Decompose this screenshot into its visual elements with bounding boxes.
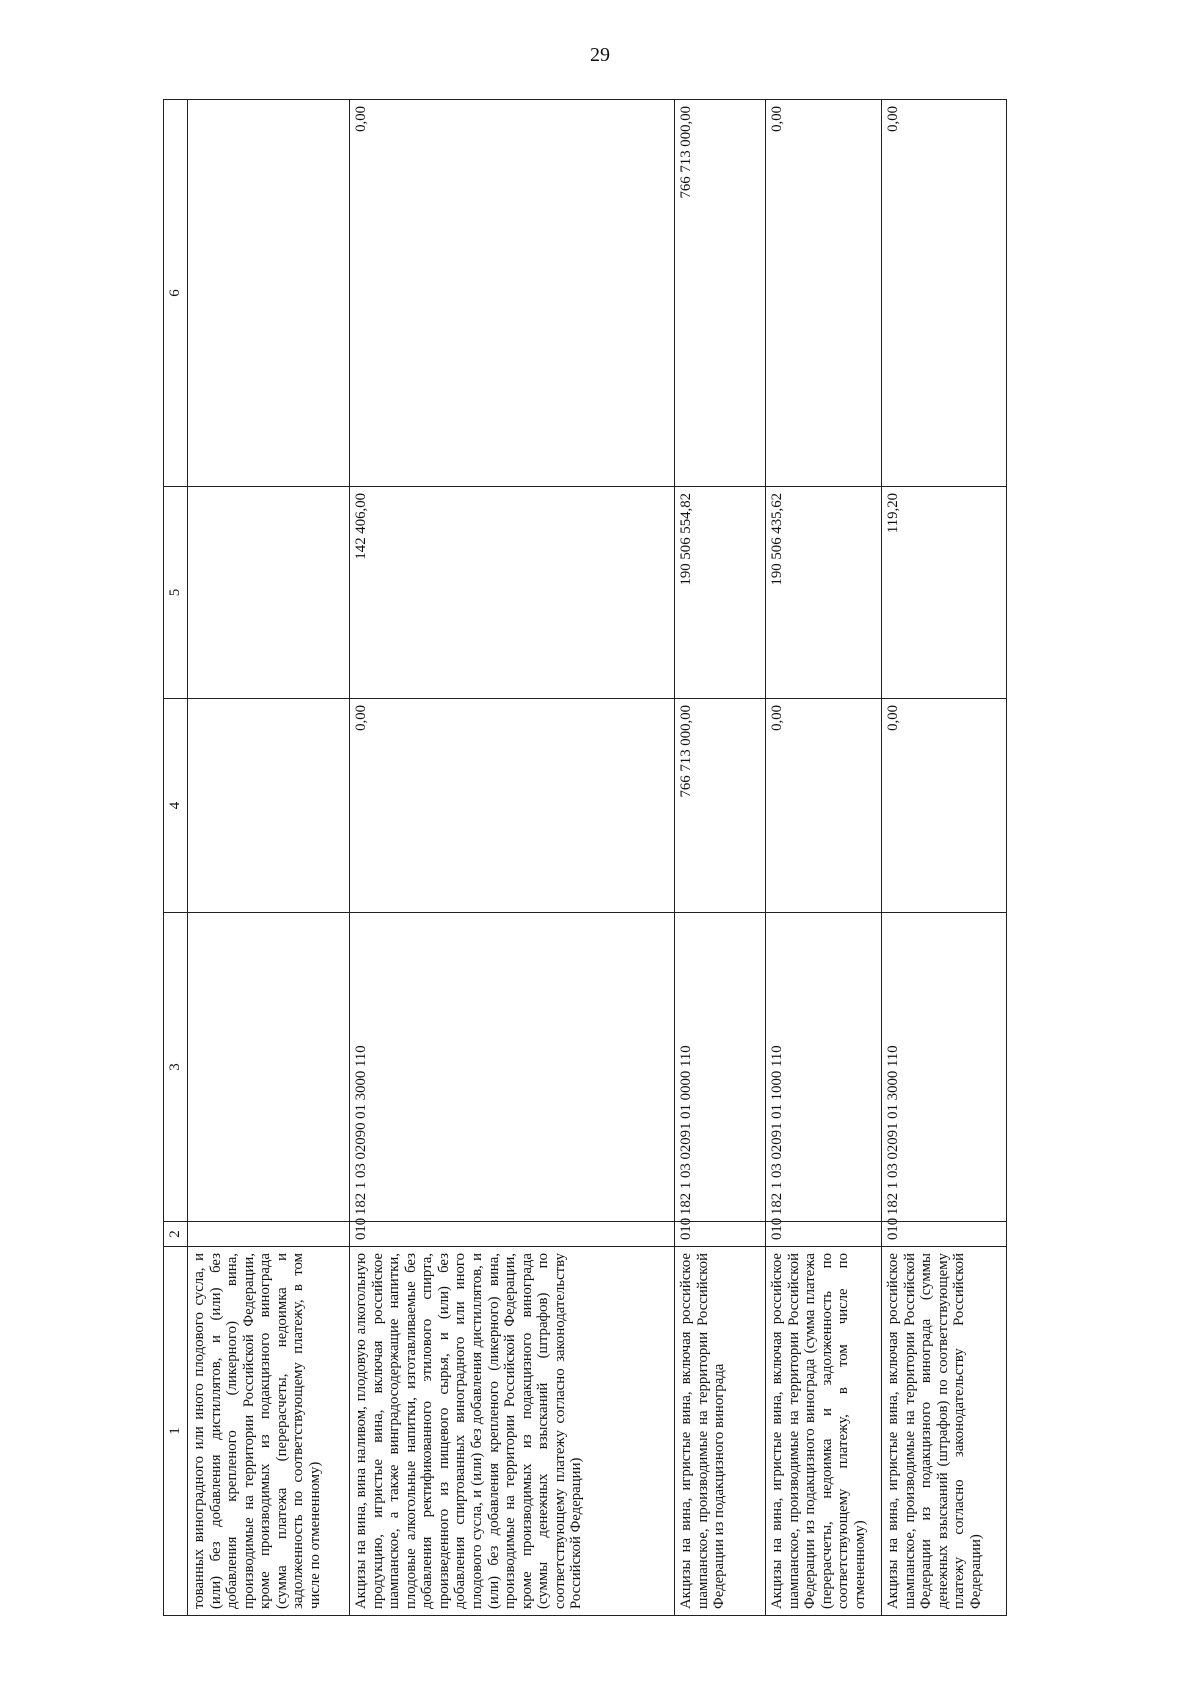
- table-row: [188, 100, 350, 1616]
- table-row: [350, 100, 675, 1616]
- row-col6-value: 766 713 000,00: [675, 100, 766, 487]
- row-col4-value: [188, 699, 350, 913]
- row-col6-value: 0,00: [766, 100, 882, 487]
- row-col5-value: 142 406,00: [350, 487, 675, 699]
- header-col-5: 5: [164, 487, 188, 699]
- row-admin-code: 010: [766, 1222, 882, 1247]
- header-col-3: 3: [164, 913, 188, 1222]
- revenue-table: [163, 99, 1007, 1616]
- row-description: Акцизы на вина, игристые вина, включая российское шампанское, производимые на территории Российской Федерации из подакцизного винограда (сумма платежа (перерасчеты, недоимка и задолженность по соответствующему платежу, в том числе по отмененному): [766, 1247, 882, 1616]
- row-col6-value: 0,00: [882, 100, 1007, 487]
- row-description: Акцизы на вина, игристые вина, включая российское шампанское, производимые на территории Российской Федерации из подакцизного винограда: [675, 1247, 766, 1616]
- header-col-6: 6: [164, 100, 188, 487]
- row-col5-value: 190 506 435,62: [766, 487, 882, 699]
- row-col4-value: 766 713 000,00: [675, 699, 766, 913]
- row-description: Акцизы на вина, игристые вина, включая российское шампанское, производимые на территории Российской Федерации из подакцизного винограда (суммы денежных взысканий (штрафов) по соответствующему платежу согласно законодательству Российской Федерации): [882, 1247, 1007, 1616]
- row-col4-value: 0,00: [350, 699, 675, 913]
- row-col5-value: [188, 487, 350, 699]
- rotated-table-container: [163, 100, 1006, 1616]
- row-budget-code: 182 1 03 02090 01 3000 110: [350, 913, 675, 1222]
- row-description: Акцизы на вина, вина наливом, плодовую алкогольную продукцию, игристые вина, включая российское шампанское, а также винградосодержащие напитки, плодовые алкогольные напитки, изготавливаемые без добавления ректификованного этилового спирта, произведенного из пищевого сырья, и (или) без добавления спиртованных виноградного или иного плодового сусла, и (или) без добавления дистиллятов, и (или) без добавления крепленого (ликерного) вина, производимые на территории Российской Федерации, кроме производимых из подакцизного винограда (суммы денежных взысканий (штрафов) по соответствующему платежу согласно законодательству Российской Федерации): [350, 1247, 675, 1616]
- header-col-2: 2: [164, 1222, 188, 1247]
- row-col5-value: 119,20: [882, 487, 1007, 699]
- header-col-4: 4: [164, 699, 188, 913]
- page-number: 29: [590, 44, 610, 66]
- row-col5-value: 190 506 554,82: [675, 487, 766, 699]
- row-admin-code: 010: [675, 1222, 766, 1247]
- row-budget-code: 182 1 03 02091 01 3000 110: [882, 913, 1007, 1222]
- row-col6-value: 0,00: [350, 100, 675, 487]
- table-row: [882, 100, 1007, 1616]
- row-admin-code: [188, 1222, 350, 1247]
- row-budget-code: [188, 913, 350, 1222]
- row-admin-code: 010: [882, 1222, 1007, 1247]
- row-budget-code: 182 1 03 02091 01 1000 110: [766, 913, 882, 1222]
- table-header-row: [164, 100, 188, 1616]
- row-description: тованных виноградного или иного плодового сусла, и (или) без добавления дистиллятов, и (или) без добавления крепленого (ликерного) вина, производимые на территории Российской Федерации, кроме производимых из подакцизного винограда (сумма платежа (перерасчеты, недоимка и задолженность по соответствующему платежу, в том числе по отмененному): [188, 1247, 350, 1616]
- row-admin-code: 010: [350, 1222, 675, 1247]
- row-col4-value: 0,00: [882, 699, 1007, 913]
- row-col6-value: [188, 100, 350, 487]
- table-row: [766, 100, 882, 1616]
- row-budget-code: 182 1 03 02091 01 0000 110: [675, 913, 766, 1222]
- header-col-1: 1: [164, 1247, 188, 1616]
- table-row: [675, 100, 766, 1616]
- row-col4-value: 0,00: [766, 699, 882, 913]
